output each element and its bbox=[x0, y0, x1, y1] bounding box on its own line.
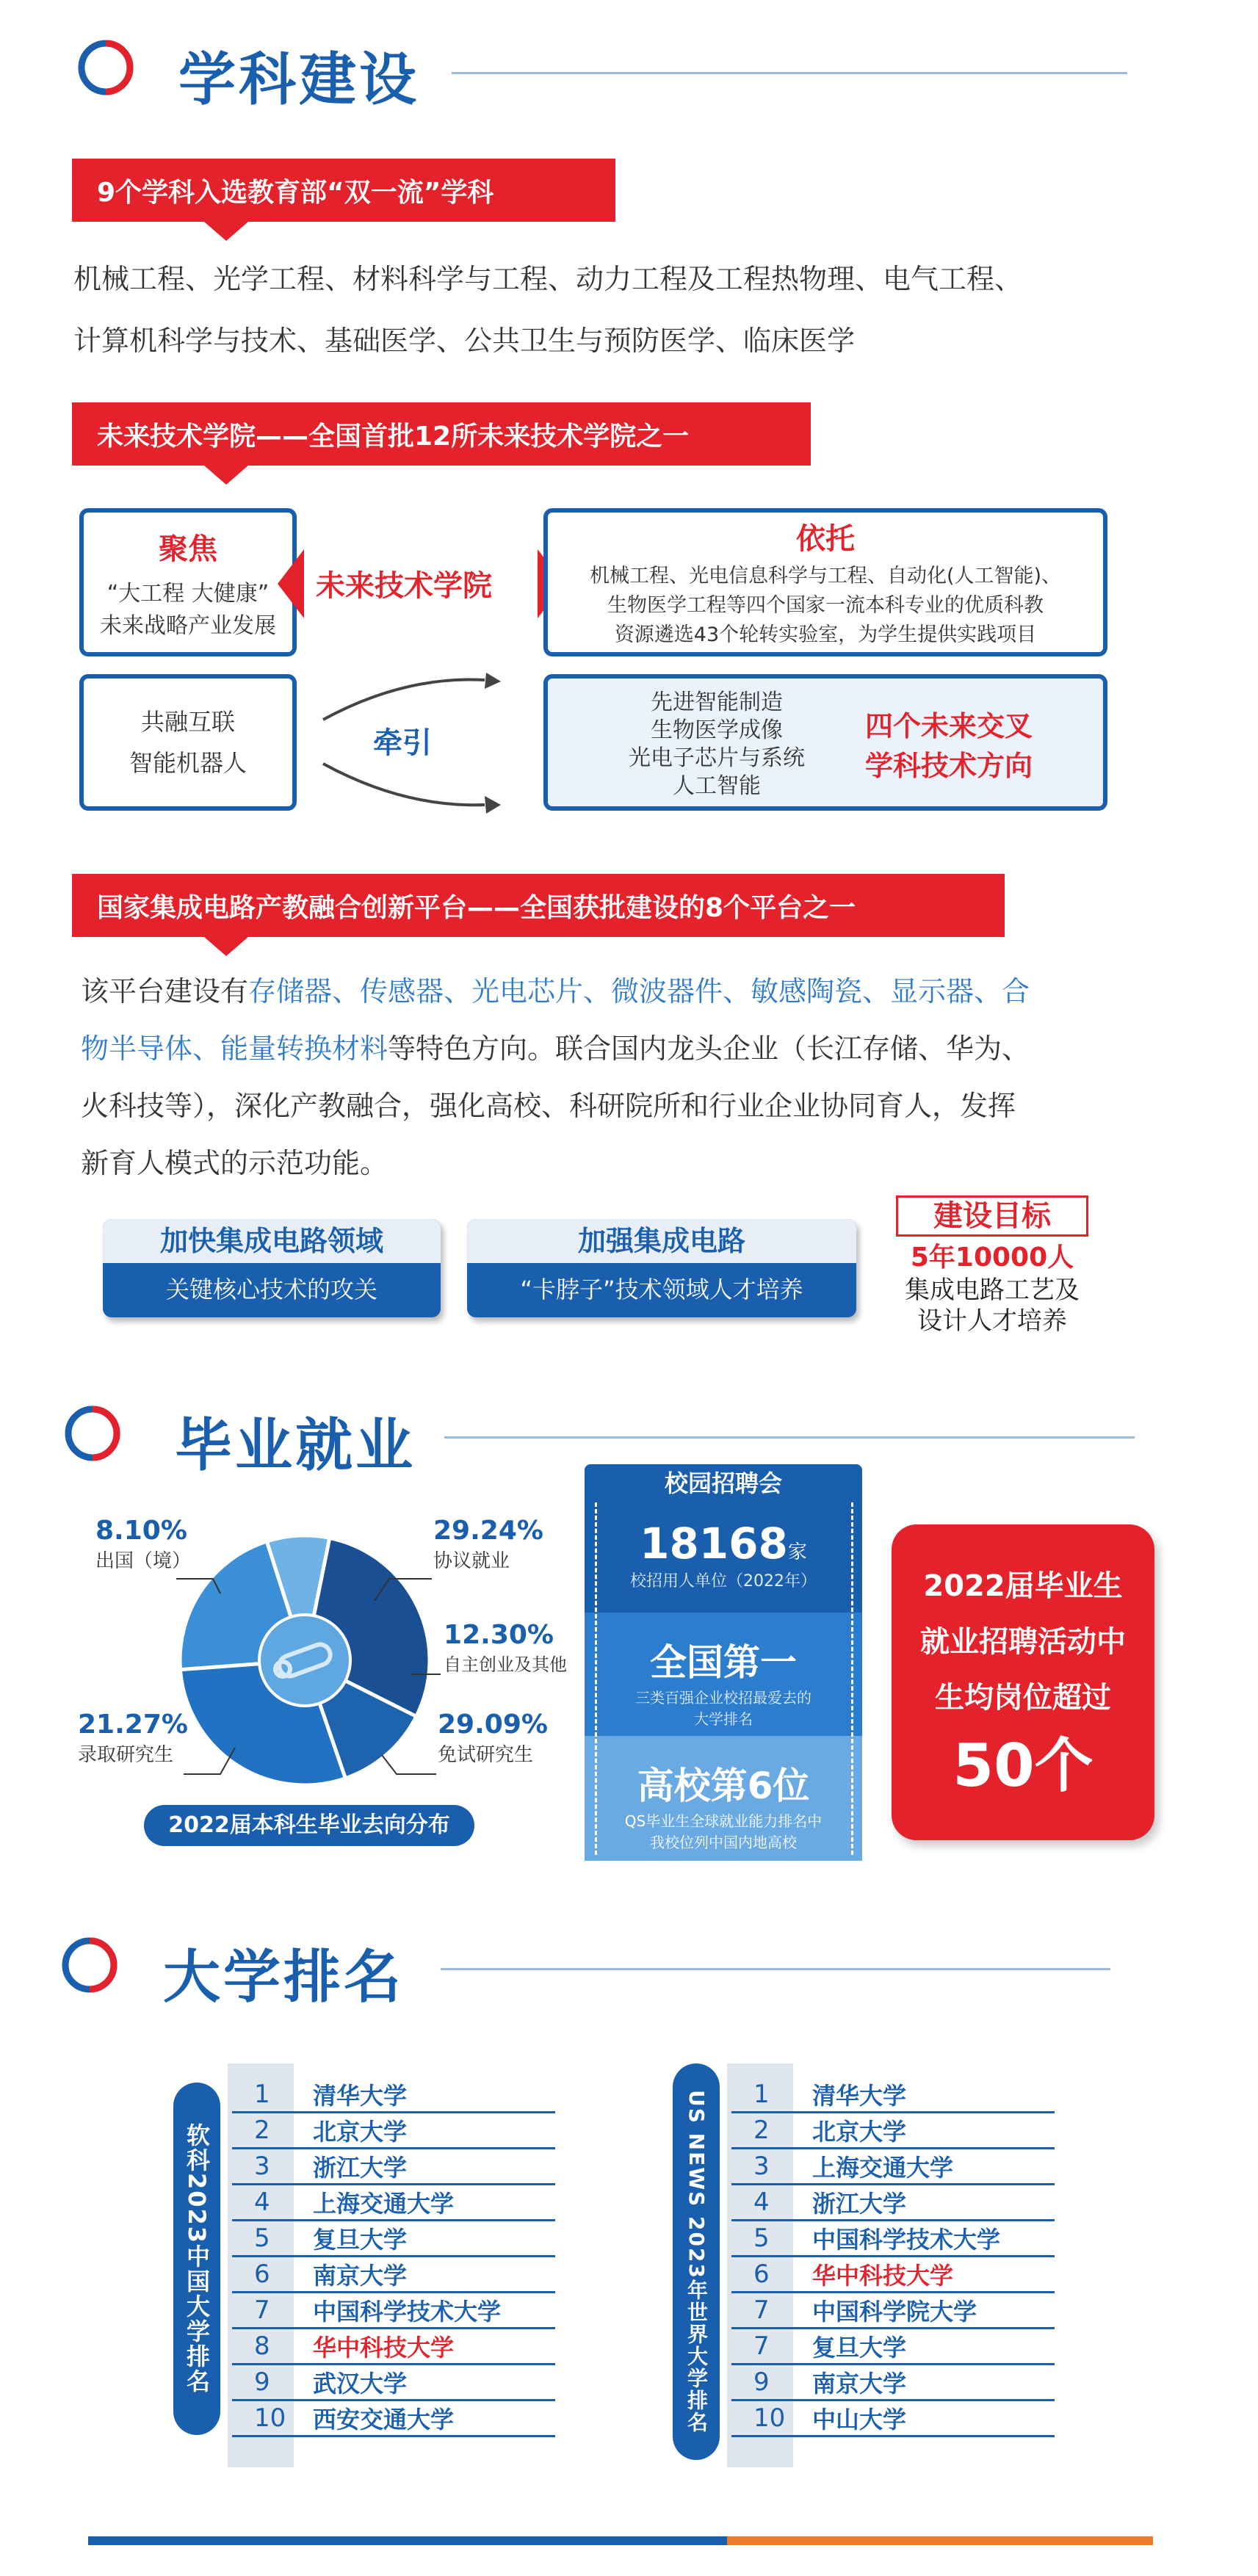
rank-number: 5 bbox=[254, 2223, 270, 2253]
banner-ic-platform: 国家集成电路产教融合创新平台——全国获批建设的8个平台之一 bbox=[72, 874, 1005, 937]
rank-number: 7 bbox=[753, 2295, 770, 2325]
rank-university-name: 中国科学技术大学 bbox=[313, 2297, 502, 2326]
pie-category: 录取研究生 bbox=[78, 1744, 174, 1766]
highlight-line3: 生均岗位超过 bbox=[935, 1681, 1111, 1715]
rank-number: 4 bbox=[753, 2187, 770, 2217]
rank-row bbox=[731, 2185, 1055, 2221]
highlight-line2: 就业招聘活动中 bbox=[920, 1625, 1126, 1659]
card2-title: 加强集成电路 bbox=[467, 1219, 856, 1263]
goal-line1: 5年10000人 bbox=[910, 1242, 1074, 1273]
platform-highlight: 存储器、传感器、光电芯片、微波器件、敏感陶瓷、显示器、合 bbox=[248, 975, 1030, 1007]
rank-row bbox=[232, 2077, 555, 2113]
rank-row bbox=[731, 2113, 1055, 2149]
pie-category: 自主创业及其他 bbox=[444, 1654, 567, 1675]
goal-title: 建设目标 bbox=[896, 1195, 1088, 1237]
rank-row bbox=[232, 2149, 555, 2185]
basis-box bbox=[543, 508, 1107, 656]
rank-row bbox=[731, 2221, 1055, 2257]
rank-row bbox=[232, 2329, 555, 2365]
section-divider bbox=[441, 1968, 1110, 1970]
directions-title-line1: 四个未来交叉 bbox=[865, 710, 1033, 742]
highlight-big: 50个 bbox=[952, 1732, 1093, 1800]
section-title-employment: 毕业就业 bbox=[175, 1413, 416, 1479]
goal-line2: 集成电路工艺及 bbox=[905, 1276, 1080, 1305]
section-circle-icon bbox=[63, 1404, 122, 1463]
pie-value: 29.09% bbox=[438, 1710, 548, 1740]
rank-number: 7 bbox=[254, 2295, 270, 2325]
focus-title: 聚焦 bbox=[159, 532, 217, 566]
focus-box bbox=[79, 508, 297, 656]
section-title-discipline: 学科建设 bbox=[178, 47, 420, 113]
rank-university-name: 上海交通大学 bbox=[812, 2153, 954, 2182]
stat3-title: 高校第6位 bbox=[637, 1765, 810, 1807]
rank-row bbox=[731, 2077, 1055, 2113]
basis-line1: 机械工程、光电信息科学与工程、自动化(人工智能)、 bbox=[589, 564, 1062, 587]
card1-sub: 关键核心技术的攻关 bbox=[165, 1276, 377, 1303]
rank-number: 1 bbox=[753, 2079, 770, 2109]
stat2-sub2: 大学排名 bbox=[694, 1710, 753, 1728]
rank-university-name: 复旦大学 bbox=[812, 2333, 907, 2362]
rank-row bbox=[232, 2257, 555, 2293]
robotics-line1: 共融互联 bbox=[140, 708, 235, 736]
rank-number: 10 bbox=[254, 2403, 286, 2433]
discipline-list-line1: 机械工程、光学工程、材料科学与工程、动力工程及工程热物理、电气工程、 bbox=[73, 263, 1023, 295]
pie-chart-title: 2022届本科生毕业去向分布 bbox=[144, 1805, 474, 1846]
rank-university-name: 清华大学 bbox=[313, 2081, 408, 2110]
section-title-ranking: 大学排名 bbox=[163, 1944, 405, 2011]
platform-line3: 火科技等），深化产教融合，强化高校、科研院所和行业企业协同育人，发挥 bbox=[81, 1090, 1016, 1122]
rank-number: 2 bbox=[753, 2115, 770, 2145]
stat2-sub1: 三类百强企业校招最爱去的 bbox=[635, 1689, 811, 1707]
stat2-title: 全国第一 bbox=[650, 1641, 797, 1684]
rank-number: 6 bbox=[753, 2259, 770, 2289]
platform-line4: 新育人模式的示范功能。 bbox=[81, 1147, 388, 1179]
campus-recruitment-panel bbox=[585, 1464, 862, 1861]
rank-number: 4 bbox=[254, 2187, 270, 2217]
discipline-list-line2: 计算机科学与技术、基础医学、公共卫生与预防医学、临床医学 bbox=[73, 325, 856, 357]
basis-title: 依托 bbox=[796, 521, 855, 556]
stat1-unit: 家 bbox=[787, 1541, 807, 1563]
rank-row bbox=[731, 2149, 1055, 2185]
rank-university-name: 西安交通大学 bbox=[313, 2405, 455, 2434]
rank-university-name: 中国科学技术大学 bbox=[812, 2225, 1001, 2254]
highlight-line1: 2022届毕业生 bbox=[923, 1569, 1123, 1603]
basis-line3: 资源遴选43个轮转实验室，为学生提供实践项目 bbox=[614, 623, 1037, 646]
rank-university-name: 中山大学 bbox=[812, 2405, 907, 2434]
rank-university-name: 浙江大学 bbox=[313, 2153, 408, 2182]
card-ic-talent bbox=[467, 1219, 856, 1317]
robotics-box bbox=[79, 674, 297, 811]
pie-category: 协议就业 bbox=[433, 1550, 510, 1572]
rank-row bbox=[232, 2293, 555, 2329]
pie-leader-lines bbox=[0, 1498, 588, 1806]
rank-university-name: 华中科技大学 bbox=[812, 2261, 954, 2290]
stat1-number: 18168 bbox=[640, 1519, 788, 1569]
rank-number: 6 bbox=[254, 2259, 270, 2289]
pie-category: 免试研究生 bbox=[438, 1744, 534, 1766]
pull-label: 牵引 bbox=[373, 726, 432, 760]
banner-future-tech: 未来技术学院——全国首批12所未来技术学院之一 bbox=[72, 402, 811, 466]
directions-title-line2: 学科技术方向 bbox=[865, 750, 1033, 782]
rank-university-name: 复旦大学 bbox=[313, 2225, 408, 2254]
rank-number: 5 bbox=[753, 2223, 770, 2253]
platform-highlight: 物半导体、能量转换材料 bbox=[81, 1032, 388, 1065]
goal-line3: 设计人才培养 bbox=[917, 1306, 1067, 1336]
rank-row bbox=[731, 2400, 1055, 2437]
rank-row bbox=[731, 2293, 1055, 2329]
rank-university-name: 清华大学 bbox=[812, 2081, 907, 2110]
rank-number: 3 bbox=[753, 2151, 770, 2181]
center-label: 未来技术学院 bbox=[316, 569, 492, 603]
section-divider bbox=[452, 72, 1127, 74]
campus-header: 校园招聘会 bbox=[585, 1464, 862, 1502]
job-ratio-card bbox=[892, 1524, 1154, 1840]
card1-title: 加快集成电路领域 bbox=[103, 1219, 441, 1263]
footer-rule-orange bbox=[727, 2536, 1153, 2545]
goal-text bbox=[878, 1241, 1106, 1336]
platform-text: 该平台建设有 bbox=[81, 975, 249, 1007]
rank-row bbox=[731, 2257, 1055, 2293]
rank-university-name: 上海交通大学 bbox=[313, 2189, 455, 2218]
ranking-label-shanghai: 软科2023中国大学排名 bbox=[173, 2083, 220, 2435]
direction-item: 光电子芯片与系统 bbox=[629, 745, 805, 771]
rank-number: 3 bbox=[254, 2151, 270, 2181]
rank-university-name: 武汉大学 bbox=[313, 2369, 408, 2398]
stat3-sub1: QS毕业生全球就业能力排名中 bbox=[624, 1812, 823, 1830]
card2-sub: “卡脖子”技术领域人才培养 bbox=[520, 1276, 803, 1303]
basis-line2: 生物医学工程等四个国家一流本科专业的优质科教 bbox=[607, 593, 1044, 617]
rank-university-name: 中国科学院大学 bbox=[812, 2297, 977, 2326]
rank-row bbox=[731, 2365, 1055, 2401]
rank-number: 9 bbox=[753, 2367, 770, 2397]
stat3-sub2: 我校位列中国内地高校 bbox=[650, 1834, 797, 1851]
focus-line1: “大工程 大健康” bbox=[106, 580, 270, 607]
rank-row bbox=[232, 2185, 555, 2221]
section-circle-icon bbox=[60, 1936, 119, 1994]
pie-value: 12.30% bbox=[444, 1620, 554, 1650]
pie-value: 21.27% bbox=[78, 1710, 188, 1740]
directions-list bbox=[592, 689, 842, 800]
rank-row bbox=[232, 2400, 555, 2437]
rank-number: 9 bbox=[254, 2367, 270, 2397]
rank-row bbox=[731, 2329, 1055, 2365]
banner-double-first-class: 9个学科入选教育部“双一流”学科 bbox=[72, 159, 615, 222]
direction-item: 先进智能制造 bbox=[651, 690, 783, 715]
rank-university-name: 华中科技大学 bbox=[313, 2333, 455, 2362]
rank-row bbox=[232, 2113, 555, 2149]
direction-item: 人工智能 bbox=[673, 773, 761, 799]
section-circle-icon bbox=[76, 38, 135, 97]
directions-title bbox=[865, 706, 1033, 786]
rank-number: 2 bbox=[254, 2115, 270, 2145]
footer-rule-blue bbox=[88, 2536, 727, 2545]
pie-value: 8.10% bbox=[95, 1516, 187, 1546]
direction-item: 生物医学成像 bbox=[651, 717, 783, 743]
dashed-border bbox=[595, 1502, 853, 1855]
rank-number: 8 bbox=[254, 2331, 270, 2361]
card-ic-key-tech bbox=[103, 1219, 441, 1317]
rank-number: 10 bbox=[753, 2403, 786, 2433]
pie-value: 29.24% bbox=[433, 1516, 543, 1546]
rank-university-name: 北京大学 bbox=[313, 2117, 408, 2146]
platform-line2 bbox=[81, 1024, 1030, 1074]
rank-number: 1 bbox=[254, 2079, 270, 2109]
rank-university-name: 浙江大学 bbox=[812, 2189, 907, 2218]
rank-number: 7 bbox=[753, 2331, 770, 2361]
robotics-line2: 智能机器人 bbox=[129, 749, 247, 777]
section-divider bbox=[444, 1436, 1135, 1439]
directions-box bbox=[543, 674, 1107, 811]
platform-line1 bbox=[81, 966, 1030, 1016]
pie-category: 出国（境） bbox=[95, 1550, 192, 1572]
rank-row bbox=[232, 2365, 555, 2401]
rank-university-name: 南京大学 bbox=[313, 2261, 408, 2290]
ranking-label-usnews: US NEWS 2023年世界大学排名 bbox=[673, 2063, 720, 2460]
focus-line2: 未来战略产业发展 bbox=[100, 612, 276, 639]
rank-university-name: 北京大学 bbox=[812, 2117, 907, 2146]
stat1-sub: 校招用人单位（2022年） bbox=[630, 1572, 817, 1591]
platform-text: 等特色方向。联合国内龙头企业（长江存储、华为、 bbox=[388, 1032, 1030, 1065]
rank-row bbox=[232, 2221, 555, 2257]
rank-university-name: 南京大学 bbox=[812, 2369, 907, 2398]
